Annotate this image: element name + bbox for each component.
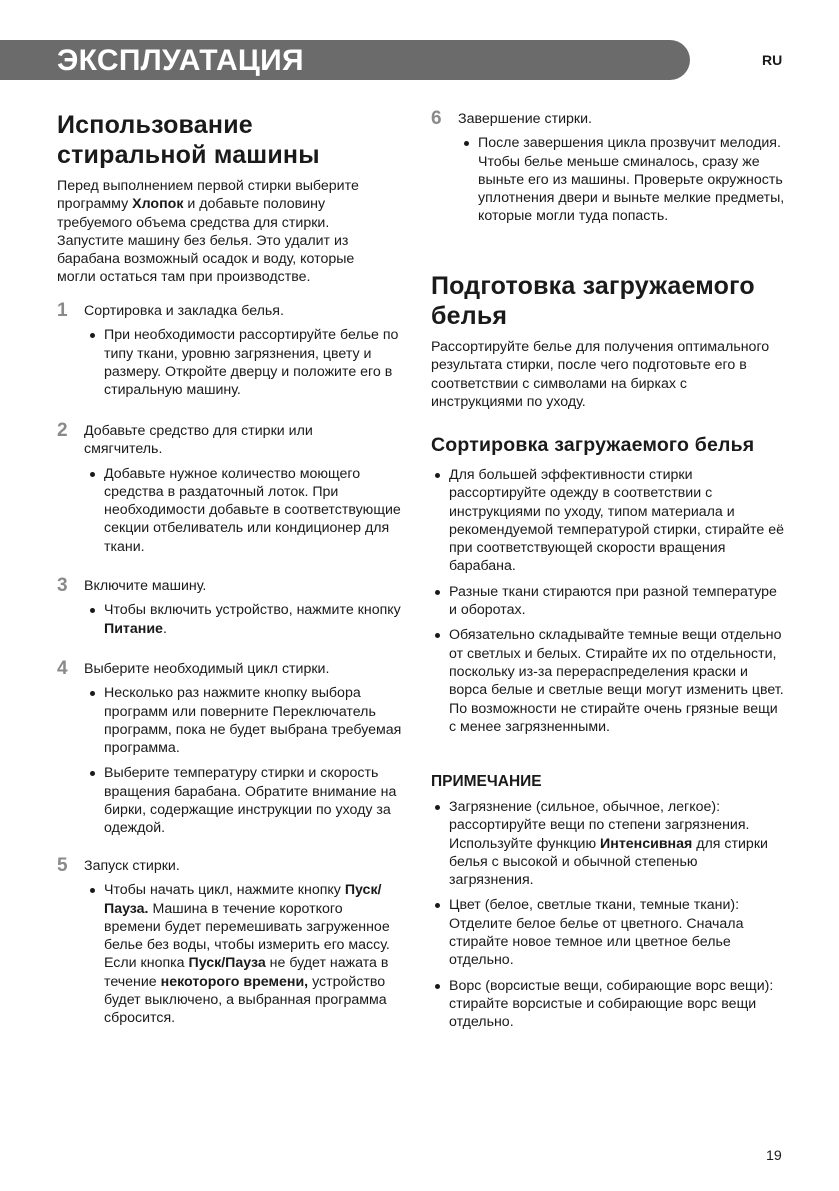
step-number: 2	[57, 420, 68, 441]
step-number: 3	[57, 575, 68, 596]
step-label: Запуск стирки.	[84, 858, 180, 874]
step-number: 5	[57, 855, 68, 876]
note-title: ПРИМЕЧАНИЕ	[431, 773, 542, 790]
list-item: Загрязнение (сильное, обычное, легкое): рассортируйте вещи по степени загрязнения. Используйте функцию Интенсивная для стирки белья с высокой и обычной степенью загрязнения.	[431, 798, 786, 889]
section-title-preparation: Подготовка загружаемого белья	[431, 272, 755, 330]
subsection-title-sorting: Сортировка загружаемого белья	[431, 434, 755, 456]
language-code: RU	[762, 52, 783, 68]
step-2	[57, 422, 402, 563]
page-number: 19	[766, 1148, 782, 1164]
step-label: Добавьте средство для стирки или смягчитель.	[84, 423, 313, 458]
step-6	[431, 110, 791, 233]
step-number: 6	[431, 108, 442, 129]
list-item: Обязательно складывайте темные вещи отдельно от светлых и белых. Стирайте их по отдельности, поскольку из-за перераспределения краски и ворса белые и светлые вещи могут изменить цвет. По возможности не стирайте очень грязные вещи с менее загрязненными.	[431, 626, 786, 736]
step-label: Сортировка и закладка белья.	[84, 303, 284, 319]
section-header-title: ЭКСПЛУАТАЦИЯ	[57, 44, 304, 77]
step-number: 1	[57, 300, 68, 321]
section-header-bar	[0, 40, 690, 80]
step-5	[57, 857, 402, 1035]
list-item: Чтобы начать цикл, нажмите кнопку Пуск/Пауза. Машина в течение короткого времени будет перемешивать загруженное белье без воды, чтобы измерить его массу. Если кнопка Пуск/Пауза не будет нажата в течение некоторого времени, устройство будет выключено, а выбранная программа сбросится.	[86, 881, 402, 1027]
list-item: После завершения цикла прозвучит мелодия. Чтобы белье меньше сминалось, сразу же выньте его из машины. Проверьте окружность уплотнения двери и выньте мелкие предметы, которые могли туда попасть.	[460, 134, 790, 225]
section-title-usage: Использование стиральной машины	[57, 111, 320, 169]
step-3	[57, 577, 402, 645]
step-label: Выберите необходимый цикл стирки.	[84, 661, 330, 677]
list-item: Для большей эффективности стирки рассортируйте одежду в соответствии с инструкциями по уходу, типом материала и рекомендуемой температурой стирки, стирайте её при соответствующей скорости вращения барабана.	[431, 466, 786, 576]
list-item: Выберите температуру стирки и скорость вращения барабана. Обратите внимание на бирки, содержащие инструкции по уходу за одеждой.	[86, 764, 402, 837]
step-label: Включите машину.	[84, 578, 207, 594]
intro-paragraph: Перед выполнением первой стирки выберите программу Хлопок и добавьте половину требуемого объема средства для стирки. Запустите машину без белья. Это удалит из барабана возможный осадок и воду, которые могли остаться там при производстве.	[57, 178, 359, 286]
list-item: Разные ткани стираются при разной температуре и оборотах.	[431, 583, 786, 620]
list-item: Чтобы включить устройство, нажмите кнопку Питание.	[86, 601, 402, 638]
preparation-paragraph: Рассортируйте белье для получения оптимального результата стирки, после чего подготовьте его в соответствии с символами на бирках с инструкциями по уходу.	[431, 339, 770, 410]
list-item: При необходимости рассортируйте белье по типу ткани, уровню загрязнения, цвету и размеру. Откройте дверцу и положите его в стиральную машину.	[86, 326, 402, 399]
step-label: Завершение стирки.	[458, 111, 592, 127]
list-item: Ворс (ворсистые вещи, собирающие ворс вещи): стирайте ворсистые и собирающие ворс вещи отдельно.	[431, 977, 786, 1032]
step-1	[57, 302, 402, 406]
list-item: Цвет (белое, светлые ткани, темные ткани): Отделите белое белье от цветного. Сначала стирайте новое темное или цветное белье отдельно.	[431, 896, 786, 969]
list-item: Добавьте нужное количество моющего средства в раздаточный лоток. При необходимости добавьте в соответствующие секции отбеливатель или кондиционер для ткани.	[86, 465, 402, 556]
step-number: 4	[57, 658, 68, 679]
list-item: Несколько раз нажмите кнопку выбора программ или поверните Переключатель программ, пока не будет выбрана требуемая программа.	[86, 684, 402, 757]
note-list	[431, 798, 786, 1039]
step-4	[57, 660, 402, 845]
sorting-list	[431, 466, 786, 743]
